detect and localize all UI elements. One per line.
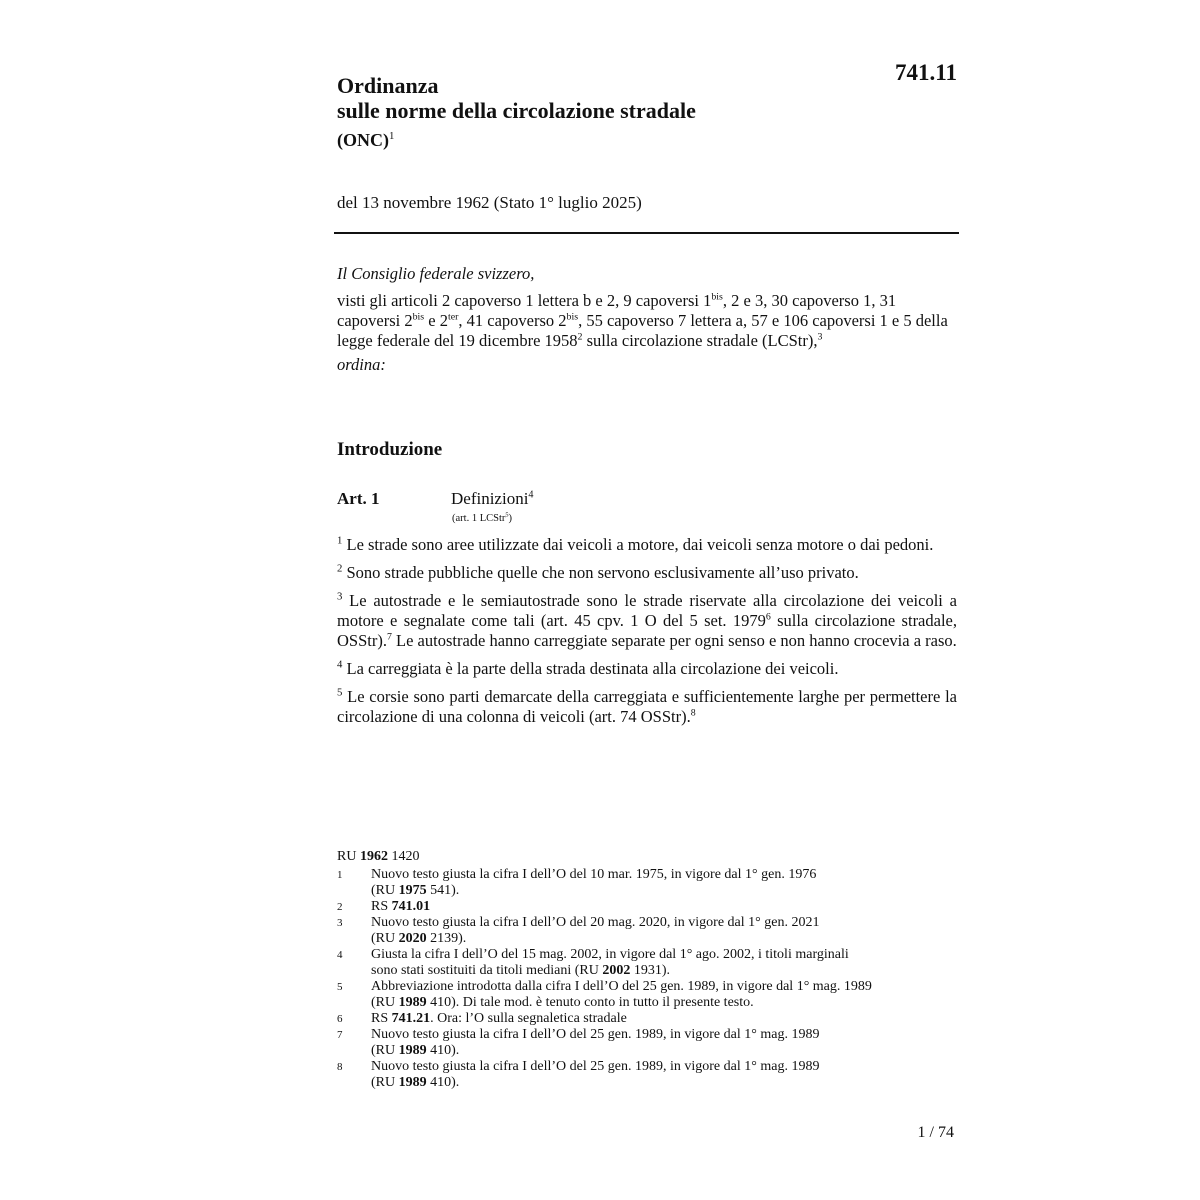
- footnote-ref[interactable]: 6: [765, 611, 771, 623]
- paragraph-number: 1: [337, 534, 343, 547]
- paragraph-number: 2: [337, 562, 343, 575]
- footnote: 3 Nuovo testo giusta la cifra I dell’O del 20 mag. 2020, in vigore dal 1° gen. 2021 (RU 2020 2139).: [337, 915, 820, 946]
- footnote-number: 4: [337, 949, 343, 961]
- paragraph: $^3$ Le autostrade e le semiautostrade sono le strade riservate alla circolazione dei veicoli a motore e segnalate come tali (art. 45 cpv. 1 O del 5 set. 1979$^6$ sulla circolazione stradale, OSStr).$^7$ Le autostrade hanno carreggiate separate per ogni senso e non hanno crocevia a raso.: [337, 590, 957, 650]
- title-divider: [334, 232, 959, 234]
- footnote-number: 5: [337, 981, 343, 993]
- footnote: 8 Nuovo testo giusta la cifra I dell’O del 25 gen. 1989, in vigore dal 1° mag. 1989 (RU 1989 410).: [337, 1059, 820, 1090]
- paragraph: $^2$ Sono strade pubbliche quelle che non servono esclusivamente all’uso privato.: [337, 562, 859, 582]
- footnote-number: 7: [337, 1029, 343, 1041]
- paragraph: $^5$ Le corsie sono parti demarcate della carreggiata e sufficientemente larghe per permettere la circolazione di una colonna di veicoli (art. 74 OSStr).$^8$: [337, 686, 957, 726]
- footnote-ref[interactable]: 3: [817, 331, 823, 343]
- footnote-ref[interactable]: 8: [690, 707, 696, 719]
- footnotes: [337, 849, 957, 1091]
- document-date: del 13 novembre 1962 (Stato 1° luglio 2025): [337, 193, 642, 212]
- document-title: [337, 73, 696, 123]
- preamble: [337, 264, 957, 375]
- paragraph-number: 3: [337, 590, 343, 603]
- article-reference: (art. 1 LCStr$^5$): [452, 511, 513, 524]
- preamble-authority: Il Consiglio federale svizzero,: [337, 264, 535, 283]
- footnote: 6 RS 741.21. Ora: l’O sulla segnaletica stradale: [337, 1011, 627, 1026]
- footnote-ref[interactable]: 1: [389, 130, 395, 142]
- paragraph: $^1$ Le strade sono aree utilizzate dai veicoli a motore, dai veicoli senza motore o dai pedoni.: [337, 534, 934, 554]
- paragraph-number: 5: [337, 686, 343, 699]
- footnote-number: 1: [337, 869, 343, 881]
- footnote: 7 Nuovo testo giusta la cifra I dell’O del 25 gen. 1989, in vigore dal 1° mag. 1989 (RU 1989 410).: [337, 1027, 820, 1058]
- footnote-number: 8: [337, 1061, 343, 1073]
- document-page: [337, 0, 957, 1200]
- footnote-ref[interactable]: 7: [386, 631, 392, 643]
- document-abbreviation: (ONC)$^1$: [337, 130, 395, 150]
- paragraph: $^4$ La carreggiata è la parte della strada destinata alla circolazione dei veicoli.: [337, 658, 839, 678]
- article-title: Definizioni$^4$: [451, 489, 534, 508]
- footnote-number: 2: [337, 901, 343, 913]
- footnote: 4 Giusta la cifra I dell’O del 15 mag. 2002, in vigore dal 1° ago. 2002, i titoli marginali sono stati sostituiti da titoli mediani (RU 2002 1931).: [337, 947, 849, 978]
- title-line: sulle norme della circolazione stradale: [337, 98, 696, 123]
- title-line: Ordinanza: [337, 73, 439, 98]
- ru-reference: RU 1962 1420: [337, 849, 420, 864]
- footnote: 5 Abbreviazione introdotta dalla cifra I dell’O del 25 gen. 1989, in vigore dal 1° mag. 1989 (RU 1989 410). Di tale mod. è tenuto conto in tutto il presente testo.: [337, 979, 872, 1010]
- paragraph-number: 4: [337, 658, 343, 671]
- footnote-ref[interactable]: 4: [528, 489, 534, 501]
- section-heading: Introduzione: [337, 439, 443, 460]
- footnote-ref[interactable]: 5: [505, 511, 509, 519]
- footnote-ref[interactable]: 2: [577, 331, 583, 343]
- footnote-number: 6: [337, 1013, 343, 1025]
- article-paragraphs: [337, 535, 957, 735]
- footnote: 1 Nuovo testo giusta la cifra I dell’O del 10 mar. 1975, in vigore dal 1° gen. 1976 (RU 1975 541).: [337, 867, 817, 898]
- footnote-number: 3: [337, 917, 343, 929]
- page-number: 1 / 74: [917, 1124, 954, 1141]
- footnote: 2 RS 741.01: [337, 899, 431, 914]
- article-number: Art. 1: [337, 489, 380, 508]
- preamble-body: visti gli articoli 2 capoverso 1 lettera b e 2, 9 capoversi $1^{bis}$, 2 e 3, 30 capoverso 1, 31 capoversi $2^{bis}$ e $2^{ter}$, 41 capoverso $2^{bis}$, 55 capoverso 7 lettera a, 57 e 106 capoversi 1 e 5 della legge federale del 19 dicembre 1958$^2$ sulla circolazione stradale (LCStr),$^3$: [337, 291, 948, 350]
- preamble-ordina: ordina:: [337, 355, 386, 374]
- sr-number: 741.11: [895, 60, 957, 85]
